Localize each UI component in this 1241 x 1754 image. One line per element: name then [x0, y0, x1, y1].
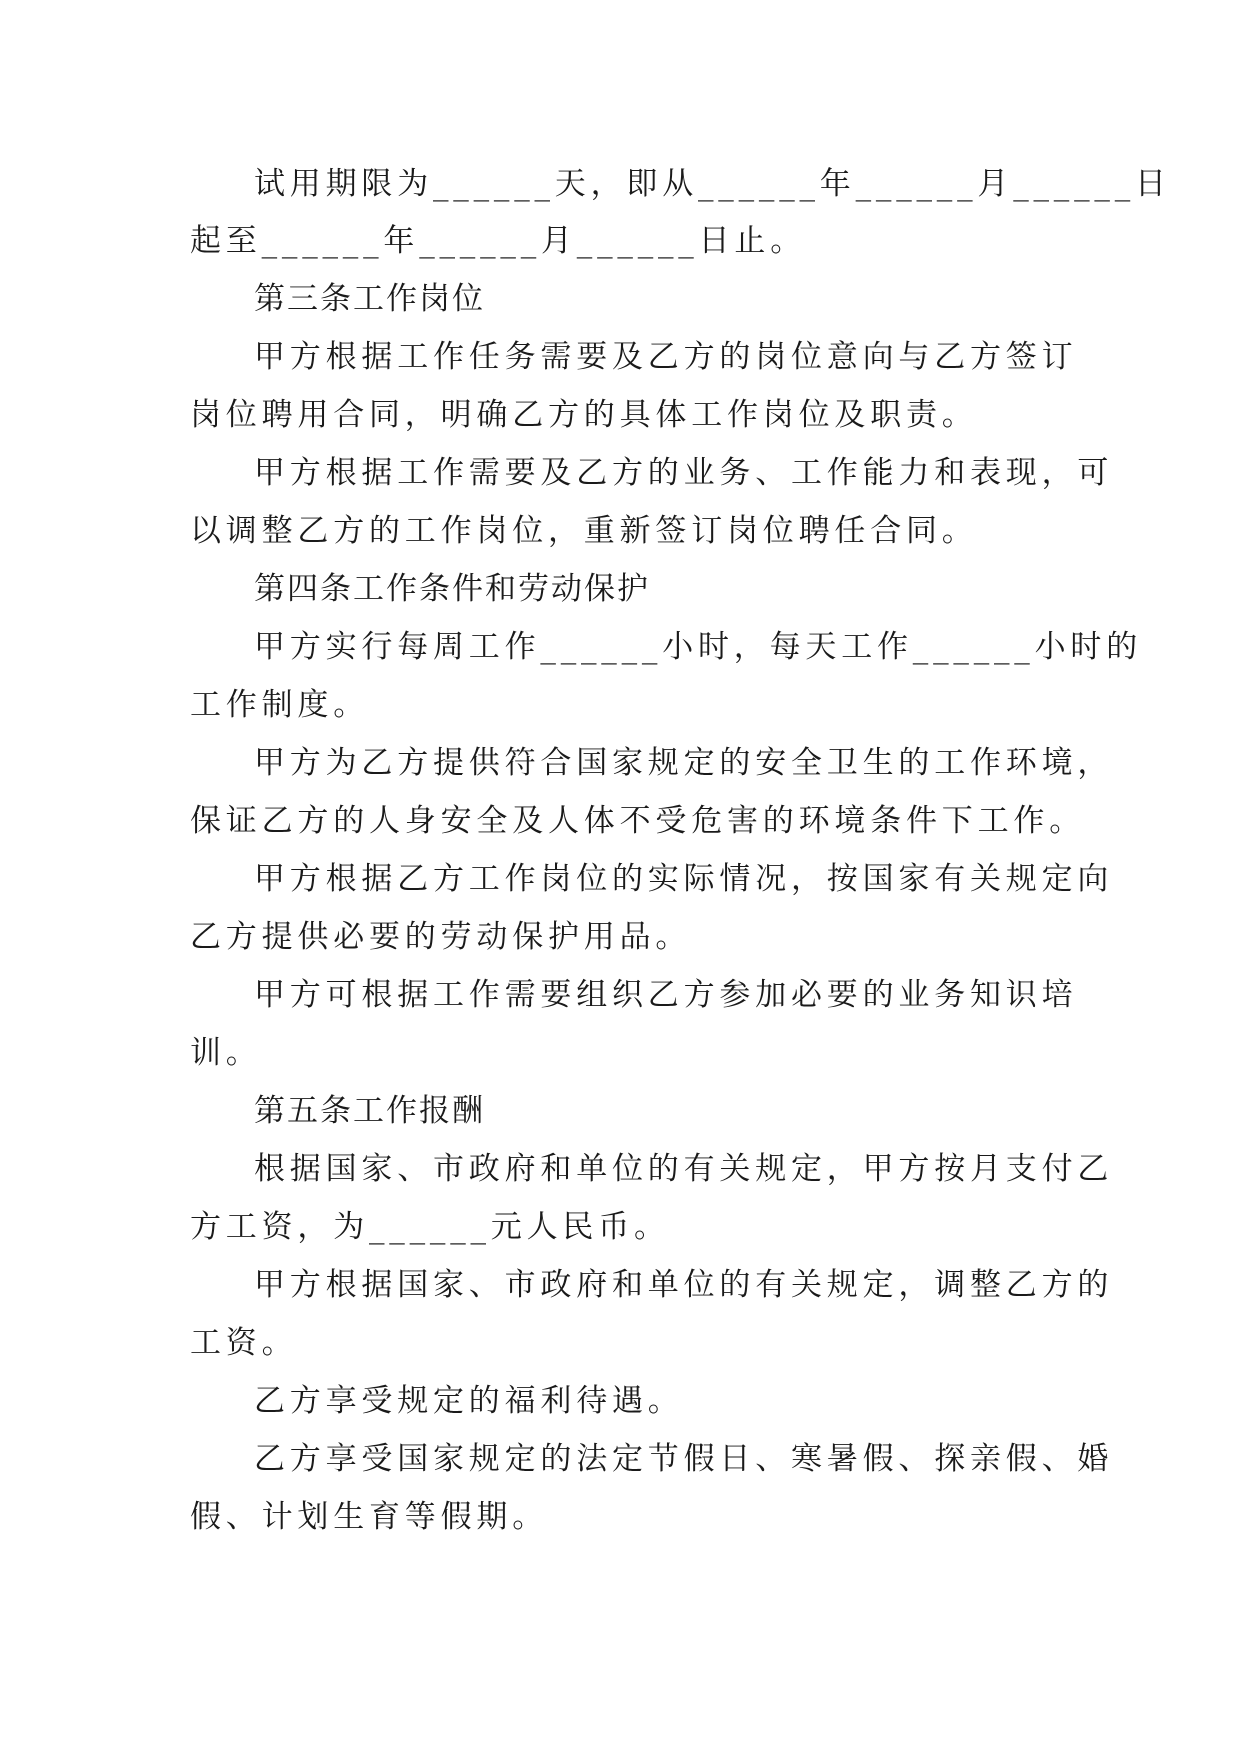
text-line: 乙方享受国家规定的法定节假日、寒暑假、探亲假、婚	[254, 1441, 1114, 1477]
section-heading: 第四条工作条件和劳动保护	[254, 571, 650, 607]
text-line: 岗位聘用合同，明确乙方的具体工作岗位及职责。	[190, 397, 978, 433]
text-line: 保证乙方的人身安全及人体不受危害的环境条件下工作。	[190, 803, 1085, 839]
text-line: 试用期限为______天，即从______年______月______日	[254, 166, 1171, 202]
text-line: 方工资，为______元人民币。	[190, 1209, 670, 1245]
text-line: 起至______年______月______日止。	[190, 223, 806, 259]
text-line: 训。	[190, 1035, 262, 1071]
text-line: 甲方为乙方提供符合国家规定的安全卫生的工作环境，	[254, 745, 1114, 781]
text-line: 甲方可根据工作需要组织乙方参加必要的业务知识培	[254, 977, 1078, 1013]
text-line: 假、计划生育等假期。	[190, 1499, 548, 1535]
text-line: 根据国家、市政府和单位的有关规定，甲方按月支付乙	[254, 1151, 1114, 1187]
text-line: 甲方根据国家、市政府和单位的有关规定，调整乙方的	[254, 1267, 1114, 1303]
text-line: 乙方提供必要的劳动保护用品。	[190, 919, 692, 955]
section-heading: 第五条工作报酬	[254, 1093, 485, 1129]
text-line: 甲方根据工作需要及乙方的业务、工作能力和表现，可	[254, 455, 1114, 491]
text-line: 工资。	[190, 1325, 298, 1361]
text-line: 甲方实行每周工作______小时，每天工作______小时的	[254, 629, 1142, 665]
text-line: 甲方根据乙方工作岗位的实际情况，按国家有关规定向	[254, 861, 1114, 897]
text-line: 乙方享受规定的福利待遇。	[254, 1383, 684, 1419]
text-line: 工作制度。	[190, 687, 369, 723]
text-line: 以调整乙方的工作岗位，重新签订岗位聘任合同。	[190, 513, 978, 549]
text-line: 甲方根据工作任务需要及乙方的岗位意向与乙方签订	[254, 339, 1078, 375]
section-heading: 第三条工作岗位	[254, 281, 485, 317]
